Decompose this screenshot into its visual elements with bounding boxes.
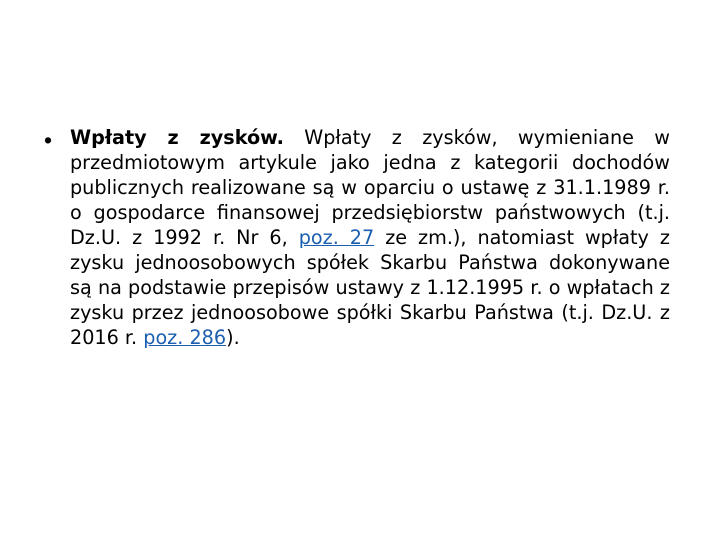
bullet-marker: • bbox=[44, 127, 53, 153]
paragraph-text-part-3: ). bbox=[226, 326, 240, 349]
bullet-paragraph bbox=[70, 125, 670, 350]
bullet-item bbox=[44, 125, 670, 350]
link-poz-27-prefix[interactable]: poz. bbox=[298, 226, 350, 249]
link-poz-27-number[interactable]: 27 bbox=[349, 226, 375, 249]
paragraph-text-part-2: ze zm.), natomiast wpłaty z zysku jednoosobowych spółek Skarbu Państwa dokonywane są na podstawie przepisów ustawy z 1.12.1995 r. o wpłatach z zysku przez jednoosobowe spółki Skarbu Państwa (t.j. Dz.U. z 2016 r. bbox=[70, 226, 670, 349]
paragraph-text-part-1: Wpłaty z zysków, wymieniane w przedmiotowym artykule jako jedna z kategorii dochodów publicznych realizowane są w oparciu o ustawę z 31.1.1989 r. o gospodarce finansowej przedsiębiorstw państwowych (t.j. Dz.U. z 1992 r. Nr 6, bbox=[70, 126, 670, 249]
paragraph-lead-heading: Wpłaty z zysków. bbox=[70, 126, 284, 149]
link-poz-286[interactable]: poz. 286 bbox=[143, 326, 227, 349]
